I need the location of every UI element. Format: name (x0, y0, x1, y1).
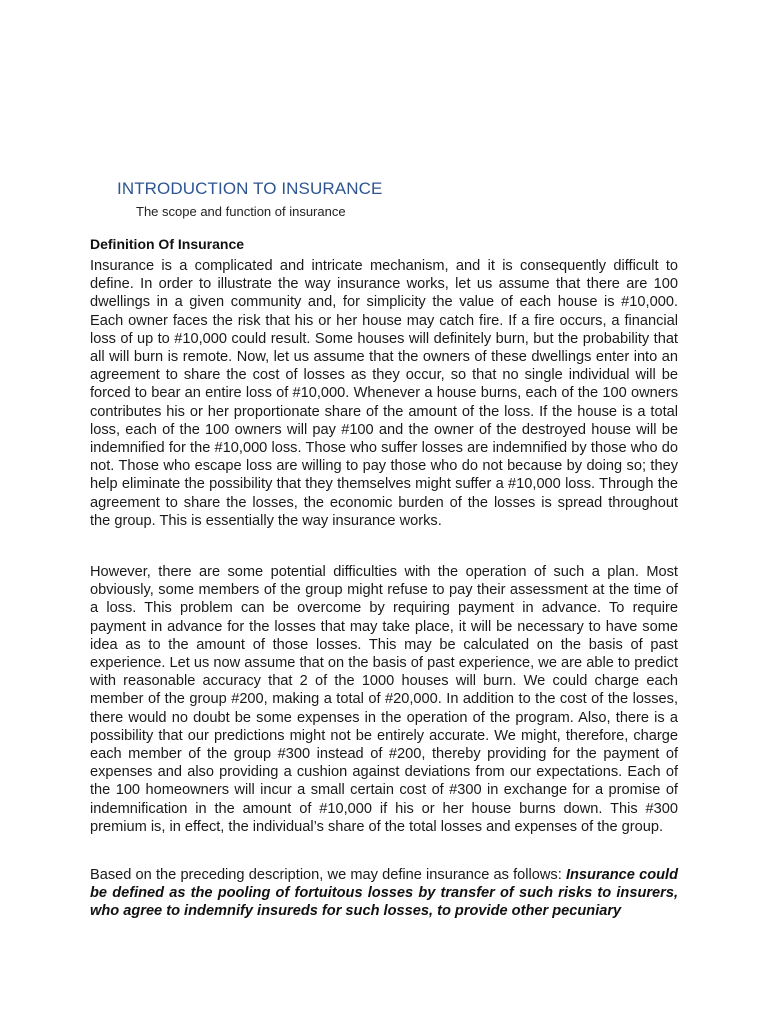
page-subtitle: The scope and function of insurance (136, 204, 346, 219)
section-heading: Definition Of Insurance (90, 236, 245, 252)
body-paragraph: Insurance is a complicated and intricate mechanism, and it is consequently difficult to define. In order to illustrate the way insurance works, let us assume that there are 100 dwellings in a given community and, for simplicity the value of each house is #10,000. Each owner faces the risk that his or her house may catch fire. If a fire occurs, a financial loss of up to #10,000 could result. Some houses will definitely burn, but the probability that all will burn is remote. Now, let us assume that the owners of these dwellings enter into an agreement to share the cost of losses as they occur, so that no single individual will be forced to bear an entire loss of #10,000. Whenever a house burns, each of the 100 owners contributes his or her proportionate share of the amount of the loss. If the house is a total loss, each of the 100 owners will pay #100 and the owner of the destroyed house will be indemnified for the #10,000 loss. Those who suffer losses are indemnified by those who do not. Those who escape loss are willing to pay those who do not because by doing so; they help eliminate the possibility that they themselves might suffer a #10,000 loss. Through the agreement to share the losses, the economic burden of the losses is spread throughout the group. This is essentially the way insurance works. (90, 258, 678, 529)
page-title: INTRODUCTION TO INSURANCE (117, 179, 383, 198)
definition-emphasis: Insurance could be defined as the pooling of fortuitous losses by transfer of such risks to insurers, who agree to indemnify insureds for such losses, to provide other pecuniary (90, 867, 678, 920)
body-paragraph: However, there are some potential difficulties with the operation of such a plan. Most obviously, some members of the group might refuse to pay their assessment at the time of a loss. This problem can be overcome by requiring payment in advance. To require payment in advance for the losses that may take place, it will be necessary to have some idea as to the amount of those losses. This may be calculated on the basis of past experience. Let us now assume that on the basis of past experience, we are able to predict with reasonable accuracy that 2 of the 1000 houses will burn. We could charge each member of the group #200, making a total of #20,000. In addition to the cost of the losses, there would no doubt be some expenses in the operation of the program. Also, there is a possibility that our predictions might not be entirely accurate. We might, therefore, charge each member of the group #300 instead of #200, thereby providing for the payment of expenses and also providing a cushion against deviations from our expectations. Each of the 100 homeowners will incur a small certain cost of #300 in exchange for a promise of indemnification in the amount of #10,000 if his or her house burns down. This #300 premium is, in effect, the individual’s share of the total losses and expenses of the group. (90, 564, 678, 835)
definition-paragraph (90, 866, 678, 921)
definition-intro: Based on the preceding description, we may define insurance as follows: (90, 867, 566, 883)
